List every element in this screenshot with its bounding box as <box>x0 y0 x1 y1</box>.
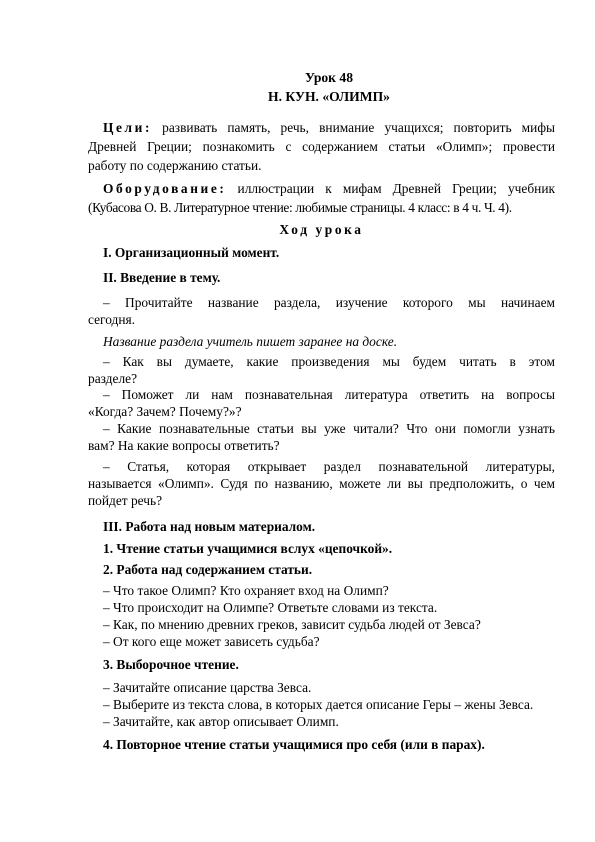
step-3-item-2: – Выберите из текста слова, в которых дается описание Геры – жены Зевса. <box>103 697 534 712</box>
teacher-note: Название раздела учитель пишет заранее на доске. <box>103 334 398 349</box>
equipment-line-2: (Кубасова О. В. Литературное чтение: любимые страницы. 4 класс: в 4 ч. Ч. 4). <box>88 200 512 215</box>
intro-question-3-line-1: – Поможет ли нам познавательная литература ответить на вопросы <box>103 387 555 402</box>
equipment-text-1: иллюстрации к мифам Древней Греции; учебник <box>237 181 555 196</box>
step-2-heading: 2. Работа над содержанием статьи. <box>103 562 313 577</box>
section-3-heading: III. Работа над новым материалом. <box>103 519 316 534</box>
step-2-item-4: – От кого еще может зависеть судьба? <box>103 634 320 649</box>
step-3-item-3: – Зачитайте, как автор описывает Олимп. <box>103 714 339 729</box>
intro-question-3-line-2: «Когда? Зачем? Почему?»? <box>88 404 242 419</box>
equipment-line-1 <box>103 180 555 197</box>
intro-question-2-line-1: – Как вы думаете, какие произведения мы будем читать в этом <box>103 354 555 369</box>
goals-text-1: развивать память, речь, внимание учащихся; повторить мифы <box>162 120 555 135</box>
course-title: Ход урока <box>279 222 364 237</box>
intro-question-4-line-2: вам? На какие вопросы ответить? <box>88 438 280 453</box>
intro-question-1-line-2: сегодня. <box>88 312 136 327</box>
step-2-item-1: – Что такое Олимп? Кто охраняет вход на Олимп? <box>103 583 389 598</box>
step-1-heading: 1. Чтение статьи учащимися вслух «цепочкой». <box>103 541 393 556</box>
equipment-label: Оборудование: <box>103 181 227 196</box>
step-4-heading: 4. Повторное чтение статьи учащимися про себя (или в парах). <box>103 737 485 752</box>
intro-question-2-line-2: разделе? <box>88 371 138 386</box>
goals-line-2: Древней Греции; познакомить с содержанием статьи «Олимп»; провести <box>88 139 555 154</box>
goals-line-3: работу по содержанию статьи. <box>88 158 262 173</box>
step-2-item-2: – Что происходит на Олимпе? Ответьте словами из текста. <box>103 600 438 615</box>
goals-line-1 <box>103 119 555 136</box>
intro-question-5-line-3: пойдет речь? <box>88 493 163 508</box>
intro-question-5-line-2: называется «Олимп». Судя по названию, можете ли вы предположить, о чем <box>88 476 555 491</box>
lesson-title: Н. КУН. «ОЛИМП» <box>268 89 390 104</box>
lesson-number: Урок 48 <box>304 70 354 85</box>
section-2-heading: II. Введение в тему. <box>103 270 221 285</box>
goals-label: Цели: <box>103 120 153 135</box>
step-2-item-3: – Как, по мнению древних греков, зависит судьба людей от Зевса? <box>103 617 481 632</box>
section-1-heading: I. Организационный момент. <box>103 245 280 260</box>
intro-question-4-line-1: – Какие познавательные статьи вы уже читали? Что они помогли узнать <box>103 421 555 436</box>
step-3-heading: 3. Выборочное чтение. <box>103 657 239 672</box>
step-3-item-1: – Зачитайте описание царства Зевса. <box>103 680 312 695</box>
intro-question-1-line-1: – Прочитайте название раздела, изучение которого мы начинаем <box>103 295 555 310</box>
intro-question-5-line-1: – Статья, которая открывает раздел познавательной литературы, <box>103 459 555 474</box>
